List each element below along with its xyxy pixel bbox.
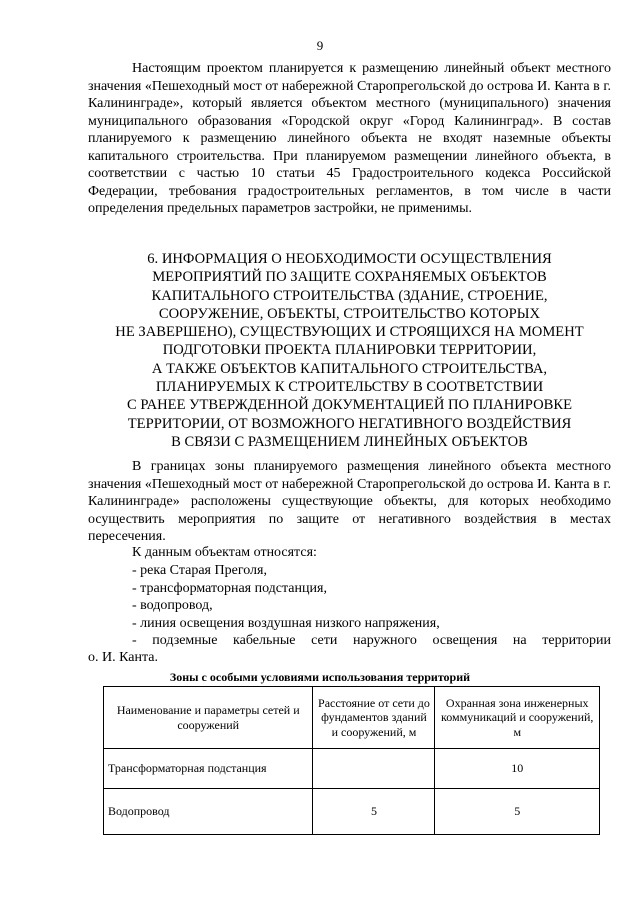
list-intro: К данным объектам относятся: bbox=[132, 545, 317, 560]
heading-line: С РАНЕЕ УТВЕРЖДЕННОЙ ДОКУМЕНТАЦИЕЙ ПО ПЛАНИРОВКЕ bbox=[126, 397, 573, 414]
heading-line: ПОДГОТОВКИ ПРОЕКТА ПЛАНИРОВКИ ТЕРРИТОРИИ, bbox=[162, 342, 537, 359]
table-cell-name: Трансформаторная подстанция bbox=[104, 749, 313, 789]
column-header-protection-zone: Охранная зона инженерных коммуникаций и сооружений, м bbox=[435, 687, 600, 749]
table-cell-distance bbox=[313, 749, 435, 789]
table-title: Зоны с особыми условиями использования территорий bbox=[169, 670, 471, 684]
heading-line: КАПИТАЛЬНОГО СТРОИТЕЛЬСТВА (ЗДАНИЕ, СТРОЕНИЕ, bbox=[151, 287, 548, 304]
page-number: 9 bbox=[316, 38, 324, 53]
heading-line: ТЕРРИТОРИИ, ОТ ВОЗМОЖНОГО НЕГАТИВНОГО ВОЗДЕЙСТВИЯ bbox=[127, 415, 572, 432]
heading-line: А ТАКЖЕ ОБЪЕКТОВ КАПИТАЛЬНОГО СТРОИТЕЛЬСТВА, bbox=[151, 360, 548, 377]
boundaries-paragraph: В границах зоны планируемого размещения линейного объекта местного значения «Пешеходный мост от набережной Старопрегольской до острова И. Канта в г. Калининграде» расположены существующие объекты, для которых необходимо осуществить мероприятия по защите от негативного воздействия в местах пересечения. bbox=[88, 459, 611, 544]
list-item: - водопровод, bbox=[132, 598, 213, 613]
column-header-name: Наименование и параметры сетей и сооружений bbox=[104, 687, 313, 749]
list-item: - подземные кабельные сети наружного освещения на территории bbox=[132, 633, 611, 648]
column-header-distance: Расстояние от сети до фундаментов зданий и сооружений, м bbox=[313, 687, 435, 749]
section-heading bbox=[88, 250, 611, 451]
zones-table bbox=[103, 686, 600, 835]
objects-list bbox=[132, 562, 611, 650]
table-row bbox=[104, 749, 600, 789]
heading-line: ПЛАНИРУЕМЫХ К СТРОИТЕЛЬСТВУ В СООТВЕТСТВИИ bbox=[155, 379, 544, 396]
table-header-row bbox=[104, 687, 600, 749]
table-cell-protection-zone: 10 bbox=[435, 749, 600, 789]
table-cell-name: Водопровод bbox=[104, 789, 313, 835]
list-item: - трансформаторная подстанция, bbox=[132, 580, 327, 596]
list-item-continuation: о. И. Канта. bbox=[88, 650, 158, 665]
table-cell-protection-zone: 5 bbox=[435, 789, 600, 835]
table-row bbox=[104, 789, 600, 835]
heading-line: 6. ИНФОРМАЦИЯ О НЕОБХОДИМОСТИ ОСУЩЕСТВЛЕНИЯ bbox=[147, 251, 552, 267]
heading-line: СООРУЖЕНИЕ, ОБЪЕКТЫ, СТРОИТЕЛЬСТВО КОТОРЫХ bbox=[158, 305, 541, 322]
heading-line: НЕ ЗАВЕРШЕНО), СУЩЕСТВУЮЩИХ И СТРОЯЩИХСЯ НА МОМЕНТ bbox=[115, 324, 584, 341]
list-item: - река Старая Преголя, bbox=[132, 563, 267, 578]
heading-line: В СВЯЗИ С РАЗМЕЩЕНИЕМ ЛИНЕЙНЫХ ОБЪЕКТОВ bbox=[171, 433, 528, 450]
heading-line: МЕРОПРИЯТИЙ ПО ЗАЩИТЕ СОХРАНЯЕМЫХ ОБЪЕКТОВ bbox=[152, 269, 547, 286]
intro-paragraph: Настоящим проектом планируется к размещению линейный объект местного значения «Пешеходный мост от набережной Старопрегольской до острова И. Канта в г. Калининграде», который является объектом местного (муниципального) значения муниципального образования «Городской округ «Город Калининград». В состав планируемого к размещению линейного объекта не входят наземные объекты капитального строительства. При планируемом размещении линейного объекта, в соответствии с частью 10 статьи 45 Градостроительного кодекса Российской Федерации, требования градостроительных регламентов, в том числе в части определения предельных параметров застройки, не применимы. bbox=[88, 61, 611, 216]
list-item: - линия освещения воздушная низкого напряжения, bbox=[132, 615, 440, 631]
table-cell-distance: 5 bbox=[313, 789, 435, 835]
